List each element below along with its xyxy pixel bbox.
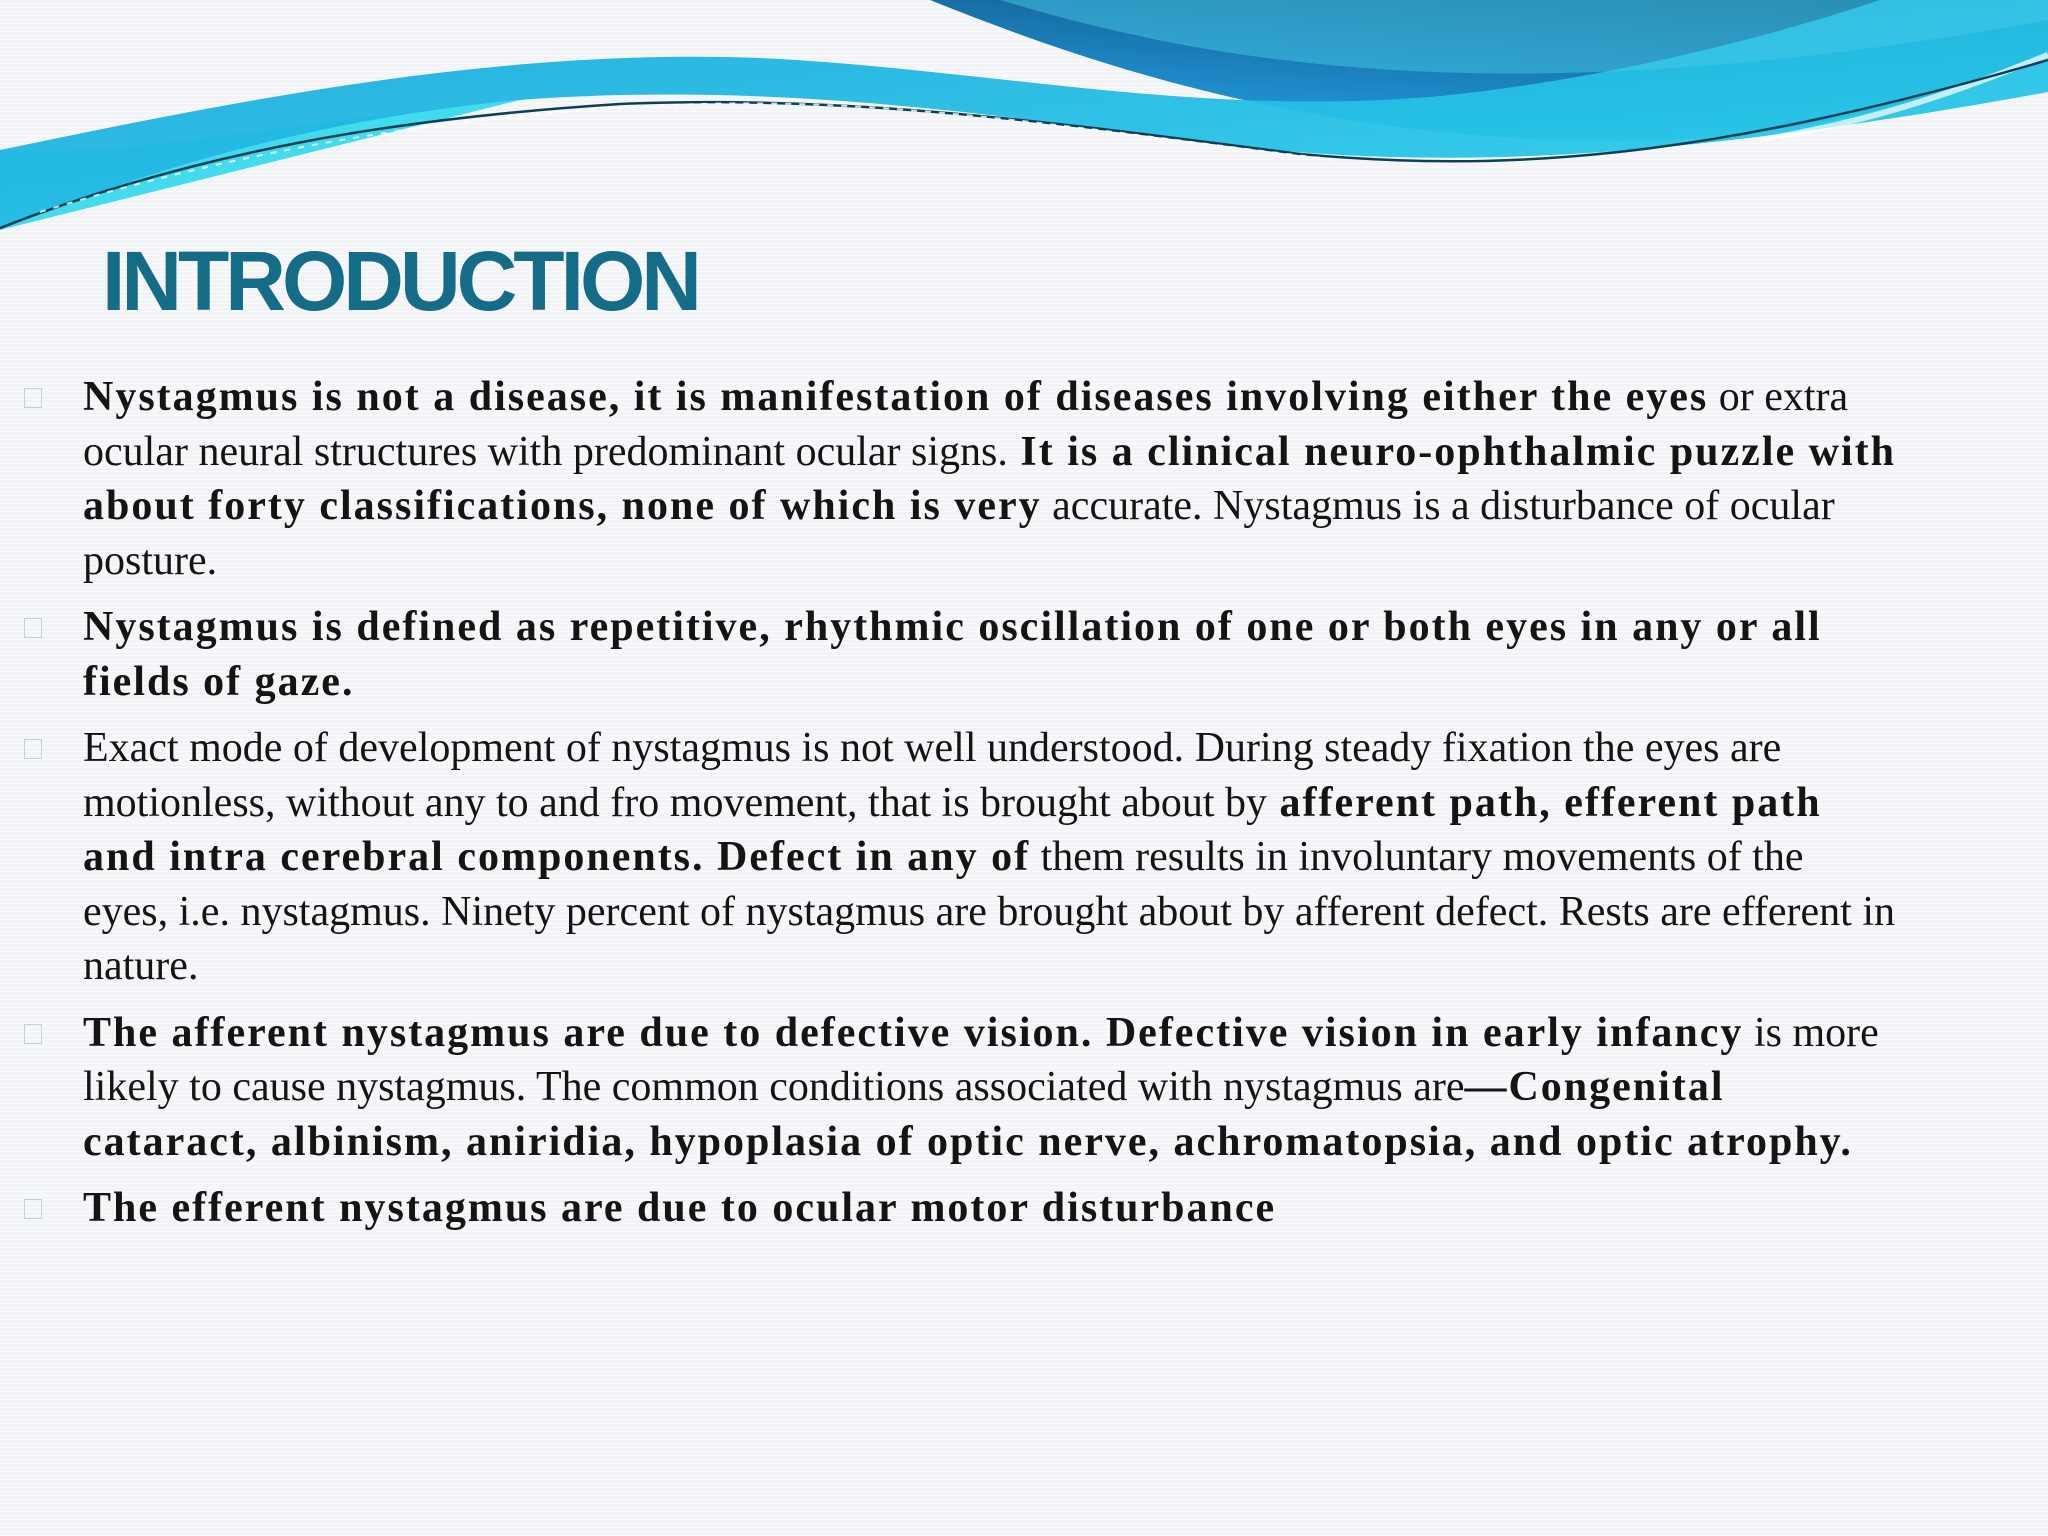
bullet-1-text-bold: It is a clinical neuro-ophthalmic puzzle with about forty classifications, none of which is very xyxy=(83,428,1896,529)
bullet-item xyxy=(0,600,2048,709)
bullet-marker-icon xyxy=(24,618,42,638)
bullet-3-text: Exact mode of development of nystagmus is not well understood. During steady fixation the eyes are motionless, without any to and fro movement, that is brought about by xyxy=(83,725,1782,826)
bullet-item xyxy=(0,370,2048,588)
bullet-4-text-bold: —Congenital cataract, albinism, aniridia, hypoplasia of optic nerve, achromatopsia, and optic atrophy. xyxy=(83,1064,1853,1165)
bullet-3-text-bold: afferent path, efferent path and intra cerebral components. Defect in any of xyxy=(83,779,1822,880)
bullet-1-text: accurate. Nystagmus is a disturbance of ocular posture. xyxy=(83,483,1835,584)
bullet-list xyxy=(0,370,2048,1248)
bullet-item xyxy=(0,721,2048,994)
bullet-3-text: them results in involuntary movements of the eyes, i.e. nystagmus. Ninety percent of nystagmus are brought about by afferent defect. Rests are efferent in nature. xyxy=(83,834,1896,989)
bullet-item xyxy=(0,1006,2048,1170)
bullet-1-text-bold: Nystagmus is not a disease, it is manifestation of diseases involving either the eyes xyxy=(83,374,1709,420)
bullet-marker-icon xyxy=(24,388,42,408)
bullet-2-text-bold: Nystagmus is defined as repetitive, rhythmic oscillation of one or both eyes in any or all fields of gaze. xyxy=(83,604,1822,705)
bullet-4-text: is more likely to cause nystagmus. The common conditions associated with nystagmus are xyxy=(83,1009,1879,1110)
bullet-marker-icon xyxy=(24,1024,42,1044)
bullet-5-text-bold: The efferent nystagmus are due to ocular motor disturbance xyxy=(83,1185,1277,1231)
bullet-marker-icon xyxy=(24,1199,42,1219)
bullet-marker-icon xyxy=(24,739,42,759)
slide-title: INTRODUCTION xyxy=(102,234,698,328)
bullet-4-text-bold: The afferent nystagmus are due to defective vision. Defective vision in early infancy xyxy=(83,1009,1744,1056)
bullet-item xyxy=(0,1181,2048,1236)
header-wave-decoration xyxy=(0,0,2048,240)
bullet-1-text: or extra ocular neural structures with predominant ocular signs. xyxy=(83,374,1849,475)
